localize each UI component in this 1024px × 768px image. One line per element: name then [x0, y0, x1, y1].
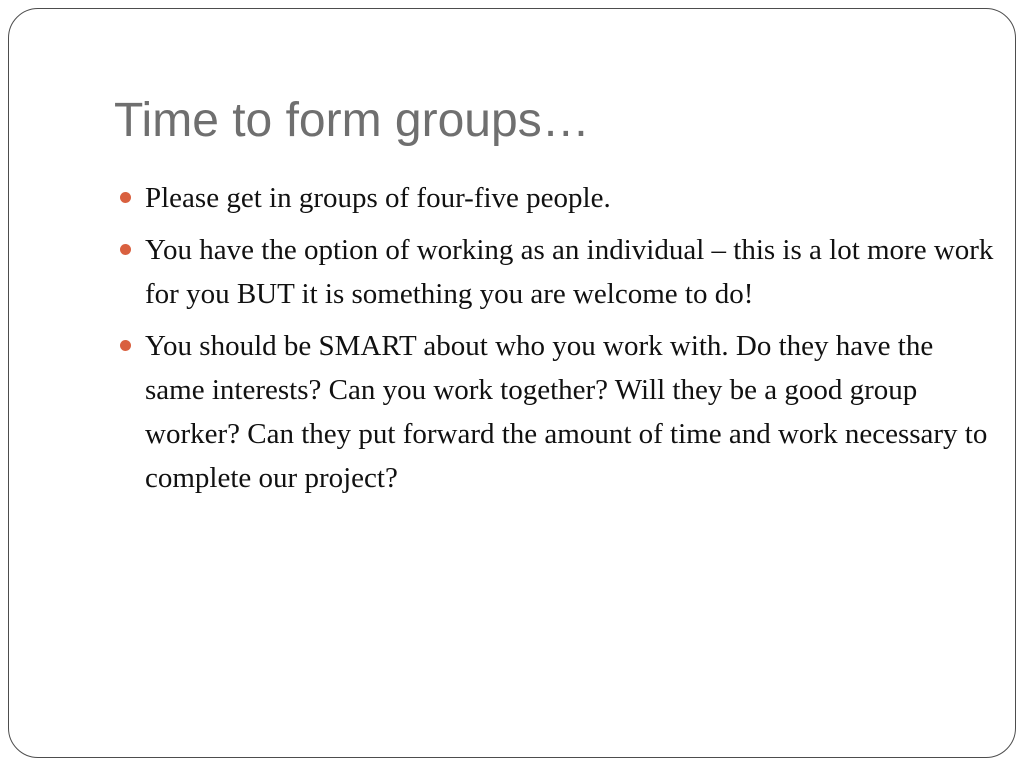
bullet-list [114, 176, 994, 508]
bullet-icon [120, 340, 131, 351]
bullet-icon [120, 244, 131, 255]
bullet-text: You should be SMART about who you work with. Do they have the same interests? Can you work together? Will they be a good group worker? Can they put forward the amount of time and work necessary to complete our project? [145, 330, 988, 494]
bullet-item [114, 176, 994, 220]
bullet-icon [120, 192, 131, 203]
bullet-text: You have the option of working as an individual – this is a lot more work for you BUT it is something you are welcome to do! [145, 234, 994, 310]
bullet-text: Please get in groups of four-five people. [145, 182, 611, 214]
slide [8, 8, 1016, 758]
bullet-item [114, 324, 994, 500]
bullet-item [114, 228, 994, 316]
slide-title: Time to form groups… [114, 94, 590, 147]
